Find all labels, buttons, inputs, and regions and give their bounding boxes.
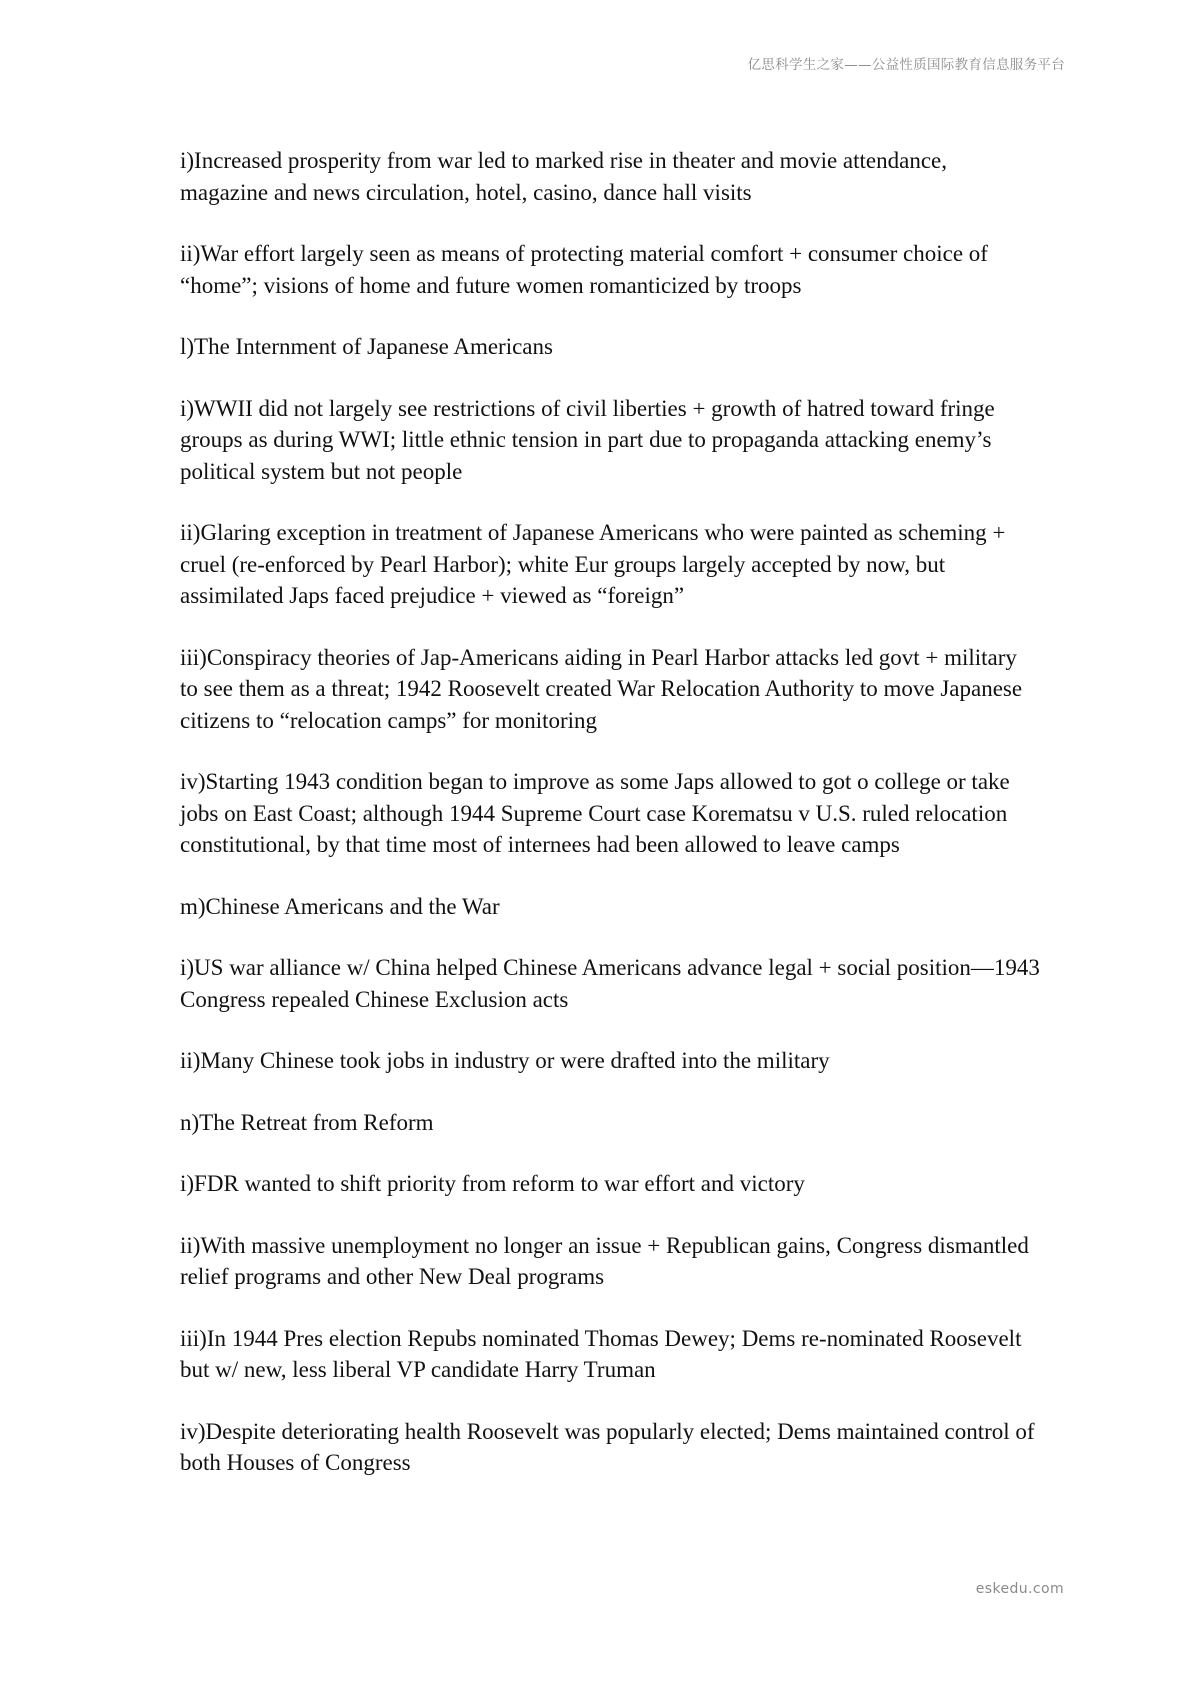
paragraph: iii)Conspiracy theories of Jap-Americans aiding in Pearl Harbor attacks led govt + military to see them as a threat; 1942 Roosevelt created War Relocation Authority to move Japanese citizens to “relocation camps” for monitoring <box>180 644 1023 733</box>
page-footer: eskedu.com <box>975 1581 1064 1597</box>
section-heading: m)Chinese Americans and the War <box>180 893 500 919</box>
paragraph: ii)With massive unemployment no longer an issue + Republican gains, Congress dismantled relief programs and other New Deal programs <box>180 1232 1029 1289</box>
paragraph: ii)Glaring exception in treatment of Japanese Americans who were painted as scheming + cruel (re-enforced by Pearl Harbor); white Eur groups largely accepted by now, but assimilated Japs faced prejudice + viewed as “foreign” <box>180 520 1006 608</box>
paragraph: i)FDR wanted to shift priority from reform to war effort and victory <box>180 1171 805 1196</box>
paragraph: iii)In 1944 Pres election Repubs nominated Thomas Dewey; Dems re-nominated Roosevelt but w/ new, less liberal VP candidate Harry Truman <box>180 1325 1022 1382</box>
paragraph: i)Increased prosperity from war led to marked rise in theater and movie attendance, magazine and news circulation, hotel, casino, dance hall visits <box>180 148 947 205</box>
document-body <box>180 145 1040 1509</box>
section-heading: l)The Internment of Japanese Americans <box>180 334 553 359</box>
paragraph: iv)Starting 1943 condition began to improve as some Japs allowed to got o college or take jobs on East Coast; although 1944 Supreme Court case Korematsu v U.S. ruled relocation constitutional, by that time most of internees had been allowed to leave camps <box>180 769 1010 857</box>
section-heading: n)The Retreat from Reform <box>180 1109 434 1135</box>
paragraph: ii)Many Chinese took jobs in industry or were drafted into the military <box>180 1048 830 1073</box>
page-header: 亿思科学生之家——公益性质国际教育信息服务平台 <box>747 57 1065 73</box>
paragraph: ii)War effort largely seen as means of protecting material comfort + consumer choice of “home”; visions of home and future women romanticized by troops <box>180 241 988 298</box>
paragraph: iv)Despite deteriorating health Roosevelt was popularly elected; Dems maintained control of both Houses of Congress <box>180 1418 1035 1475</box>
paragraph: i)US war alliance w/ China helped Chinese Americans advance legal + social position—1943 Congress repealed Chinese Exclusion acts <box>180 955 1040 1012</box>
paragraph: i)WWII did not largely see restrictions of civil liberties + growth of hatred toward fringe groups as during WWI; little ethnic tension in part due to propaganda attacking enemy’s political system but not people <box>180 395 995 484</box>
